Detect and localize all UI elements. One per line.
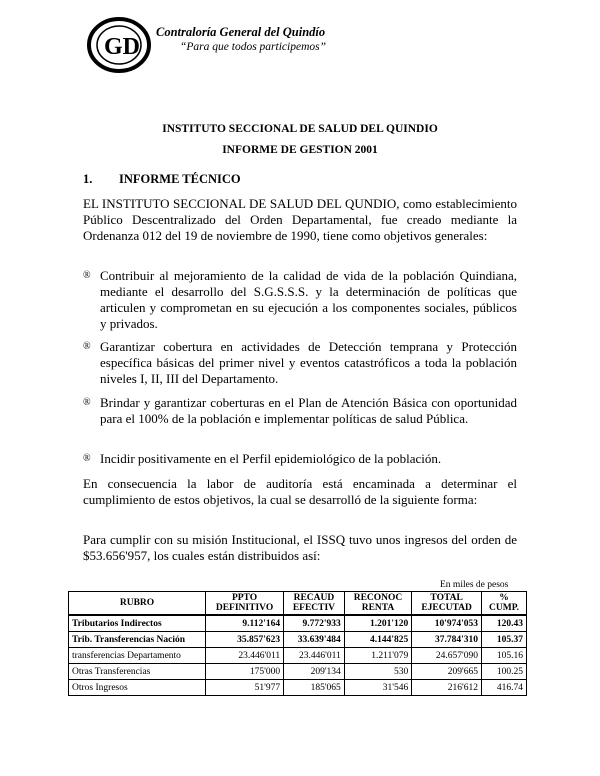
table-row (69, 664, 527, 680)
col-header-percent: % CUMP. (482, 592, 527, 616)
cell-percent: 416.74 (482, 680, 527, 696)
cell-ppto: 35.857'623 (206, 632, 284, 648)
cell-total: 37.784'310 (412, 632, 482, 648)
section-heading (83, 172, 241, 187)
registered-mark-icon: ® (83, 341, 91, 352)
cell-ppto: 23.446'011 (206, 648, 284, 664)
cell-percent: 100.25 (482, 664, 527, 680)
objective-item (83, 339, 517, 387)
objective-text: Brindar y garantizar coberturas en el Plan de Atención Básica con oportunidad para el 100% de la población e implementar políticas de salud Pública. (100, 395, 517, 426)
cell-total: 216'612 (412, 680, 482, 696)
row-label: Otras Transferencias (69, 664, 206, 680)
income-paragraph: Para cumplir con su misión Institucional, el ISSQ tuvo unos ingresos del orden de $53.656'957, los cuales están distribuidos así: (83, 532, 517, 563)
org-motto: “Para que todos participemos” (180, 41, 326, 53)
col-header-total: TOTAL EJECUTAD (412, 592, 482, 616)
section-title: INFORME TÉCNICO (119, 172, 241, 186)
cell-ppto: 9.112'164 (206, 615, 284, 632)
income-table (68, 591, 527, 696)
cell-percent: 105.37 (482, 632, 527, 648)
cell-total: 24.657'090 (412, 648, 482, 664)
table-row (69, 648, 527, 664)
objective-text: Garantizar cobertura en actividades de Detección temprana y Protección específica básicas del primer nivel y eventos catastróficos a toda la población niveles I, II, III del Departamento. (100, 339, 517, 386)
contraloria-logo (86, 16, 152, 74)
cell-reconoc: 31'546 (344, 680, 411, 696)
cell-total: 209'665 (412, 664, 482, 680)
cell-recaud: 185'065 (284, 680, 345, 696)
table-row (69, 680, 527, 696)
cell-reconoc: 1.211'079 (344, 648, 411, 664)
table-header-row (69, 592, 527, 616)
row-label: transferencias Departamento (69, 648, 206, 664)
table-units-note: En miles de pesos (440, 580, 509, 590)
table-row (69, 632, 527, 648)
col-header-rubro: RUBRO (69, 592, 206, 616)
cell-recaud: 209'134 (284, 664, 345, 680)
cell-reconoc: 530 (344, 664, 411, 680)
registered-mark-icon: ® (83, 270, 91, 281)
col-header-reconoc: RECONOC RENTA (344, 592, 411, 616)
col-header-recaud: RECAUD EFECTIV (284, 592, 345, 616)
section-number: 1. (83, 172, 93, 186)
document-subtitle: INFORME DE GESTION 2001 (222, 144, 378, 156)
document-header (86, 16, 406, 76)
cell-recaud: 9.772'933 (284, 615, 345, 632)
objective-text: Contribuir al mejoramiento de la calidad de vida de la población Quindiana, mediante el desarrollo del S.G.S.S.S. y la determinación de políticas que articulen y comprometan en su ejecución a los componentes sociales, públicos y privados. (100, 268, 517, 331)
row-label: Trib. Transferencias Nación (69, 632, 206, 648)
col-header-ppto: PPTO DEFINITIVO (206, 592, 284, 616)
cell-recaud: 23.446'011 (284, 648, 345, 664)
cell-reconoc: 4.144'825 (344, 632, 411, 648)
cell-percent: 120.43 (482, 615, 527, 632)
registered-mark-icon: ® (83, 397, 91, 408)
intro-paragraph: EL INSTITUTO SECCIONAL DE SALUD DEL QUNDIO, como establecimiento Público Descentralizado del Orden Departamental, fue creado mediante la Ordenanza 012 del 19 de noviembre de 1990, tiene como objetivos generales: (83, 196, 517, 243)
objective-item (83, 395, 517, 427)
cell-total: 10'974'053 (412, 615, 482, 632)
consequence-paragraph: En consecuencia la labor de auditoría está encaminada a determinar el cumplimiento de estos objetivos, la cual se desarrolló de la siguiente forma: (83, 476, 517, 507)
cell-reconoc: 1.201'120 (344, 615, 411, 632)
svg-text:GD: GD (104, 34, 140, 60)
objective-item (83, 268, 517, 332)
row-label: Otros Ingresos (69, 680, 206, 696)
table-row (69, 615, 527, 632)
objective-item (83, 451, 517, 467)
row-label: Tributarios Indirectos (69, 615, 206, 632)
document-title: INSTITUTO SECCIONAL DE SALUD DEL QUINDIO (162, 123, 438, 135)
org-name: Contraloría General del Quindío (156, 25, 326, 39)
registered-mark-icon: ® (83, 453, 91, 464)
cell-ppto: 175'000 (206, 664, 284, 680)
cell-recaud: 33.639'484 (284, 632, 345, 648)
cell-percent: 105.16 (482, 648, 527, 664)
objective-text: Incidir positivamente en el Perfil epidemiológico de la población. (100, 451, 442, 466)
cell-ppto: 51'977 (206, 680, 284, 696)
